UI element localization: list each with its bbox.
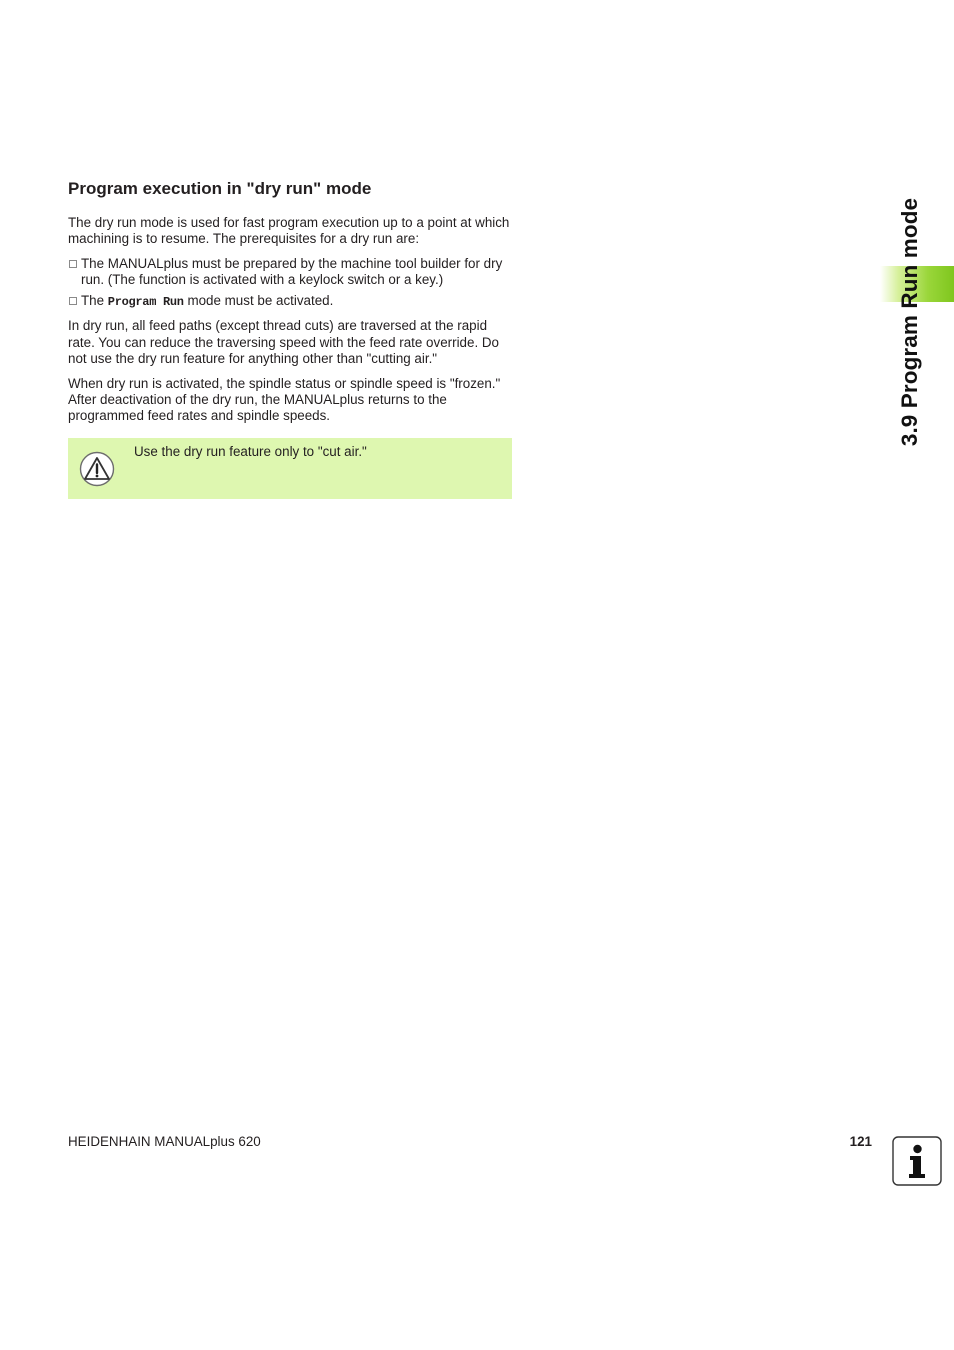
intro-paragraph: The dry run mode is used for fast program execution up to a point at which machining is to resume. The prerequisites for a dry run are: [68, 215, 510, 247]
bullet-item [68, 293, 512, 310]
bullet-text [81, 293, 512, 310]
warning-icon [79, 451, 115, 487]
page-number: 121 [849, 1134, 872, 1149]
warning-note [68, 438, 512, 499]
footer-manual-title: HEIDENHAIN MANUALplus 620 [68, 1134, 261, 1149]
spindle-paragraph: When dry run is activated, the spindle status or spindle speed is "frozen." After deactivation of the dry run, the MANUALplus returns to the programmed feed rates and spindle speeds. [68, 375, 501, 424]
feed-paragraph: In dry run, all feed paths (except thread cuts) are traversed at the rapid rate. You can reduce the traversing speed with the feed rate override. Do not use the dry run feature for anything other than "cutting air." [68, 318, 499, 367]
bullet-item [68, 256, 512, 289]
info-icon [892, 1136, 942, 1186]
bullet-square-icon [68, 256, 81, 289]
bullet-text: The MANUALplus must be prepared by the machine tool builder for dry run. (The function is activated with a keylock switch or a key.) [81, 256, 503, 288]
note-text: Use the dry run feature only to "cut air." [134, 444, 367, 459]
bullet-prefix: The [81, 292, 108, 308]
bullet-square-icon [68, 293, 81, 310]
bullet-suffix: mode must be activated. [183, 292, 334, 308]
mode-name-code: Program Run [107, 294, 184, 309]
chapter-title: 3.9 Program Run mode [897, 197, 922, 447]
section-body [68, 215, 512, 433]
section-heading: Program execution in "dry run" mode [68, 179, 372, 198]
